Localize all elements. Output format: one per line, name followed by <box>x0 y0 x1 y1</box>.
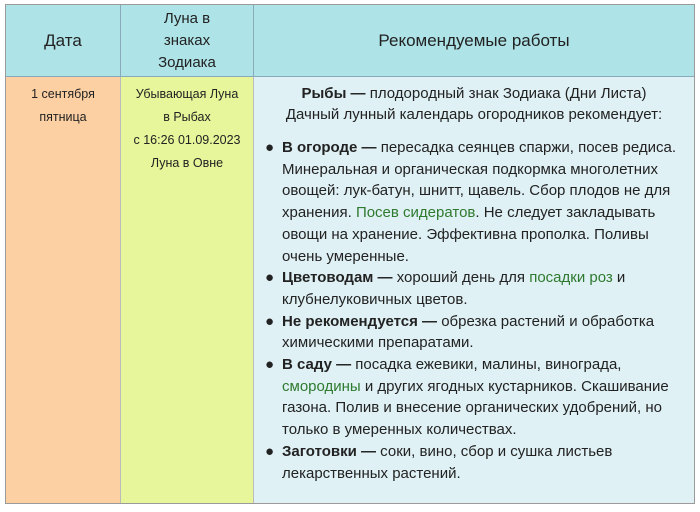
item-text: соки, вино, сбор и сушка листьев лекарственных растений. <box>282 442 613 482</box>
intro <box>254 77 694 125</box>
item-text: хороший день для <box>392 269 530 287</box>
item-bold: Заготовки — <box>282 442 377 460</box>
bullet-icon: ● <box>265 442 275 460</box>
list-item <box>265 354 694 441</box>
moon-line2: в Рыбах <box>163 110 211 124</box>
header-date: Дата <box>6 5 121 76</box>
item-link[interactable]: посадки роз <box>529 269 613 287</box>
moon-line3: с 16:26 01.09.2023 <box>133 133 241 147</box>
item-link[interactable]: Посев сидератов <box>355 204 476 222</box>
bullet-icon: ● <box>265 356 275 374</box>
date-cell <box>6 77 121 503</box>
moon-line4: Луна в Овне <box>150 156 224 170</box>
header-moon <box>121 5 254 76</box>
item-text-2: и клубнелуковичных цветов. <box>282 269 626 308</box>
table-header <box>6 5 694 77</box>
list-item <box>265 137 694 267</box>
work-cell <box>254 77 694 503</box>
item-text-2: . Не следует закладывать овощи на хранение. Эффективна прополка. Поливы очень умеренные. <box>282 204 656 265</box>
list-item <box>265 311 694 354</box>
header-moon-line1: Луна в <box>163 9 211 27</box>
lunar-calendar-table <box>5 4 695 504</box>
item-bold: Цветоводам — <box>282 269 393 287</box>
moon-line1: Убывающая Луна <box>135 87 239 101</box>
item-text: посадка ежевики, малины, винограда, <box>351 356 622 374</box>
bullet-icon: ● <box>265 269 275 287</box>
item-bold: В огороде — <box>282 139 377 156</box>
header-work: Рекомендуемые работы <box>378 30 570 50</box>
list-item <box>265 267 694 310</box>
date-weekday: пятница <box>39 110 87 124</box>
header-moon-line2: знаках <box>163 31 211 49</box>
bullet-icon: ● <box>265 139 275 156</box>
intro-bold: Рыбы — <box>301 85 366 102</box>
item-link[interactable]: смородины <box>282 377 361 395</box>
item-bold: Не рекомендуется — <box>282 312 438 330</box>
item-bold: В саду — <box>282 356 352 374</box>
item-text: пересадка сеянцев спаржи, посев редиса. Минеральная и органическая подкормка многолетних овощей: лук-батун, шнитт, щавель. Сбор плодов не для хранения. <box>282 139 677 222</box>
work-list <box>254 137 694 484</box>
intro-line2: Дачный лунный календарь огородников рекомендует: <box>285 106 663 123</box>
item-text-2: и других ягодных кустарников. Скашивание газона. Полив и внесение органических удобрений, но только в умеренных количествах. <box>282 377 669 439</box>
moon-cell <box>121 77 254 503</box>
intro-rest: плодородный знак Зодиака (Дни Листа) <box>365 85 647 102</box>
bullet-icon: ● <box>265 312 275 330</box>
list-item <box>265 441 694 484</box>
item-text: обрезка растений и обработка химическими препаратами. <box>282 312 655 352</box>
header-moon-line3: Зодиака <box>158 53 216 71</box>
date-day: 1 сентября <box>31 87 95 101</box>
